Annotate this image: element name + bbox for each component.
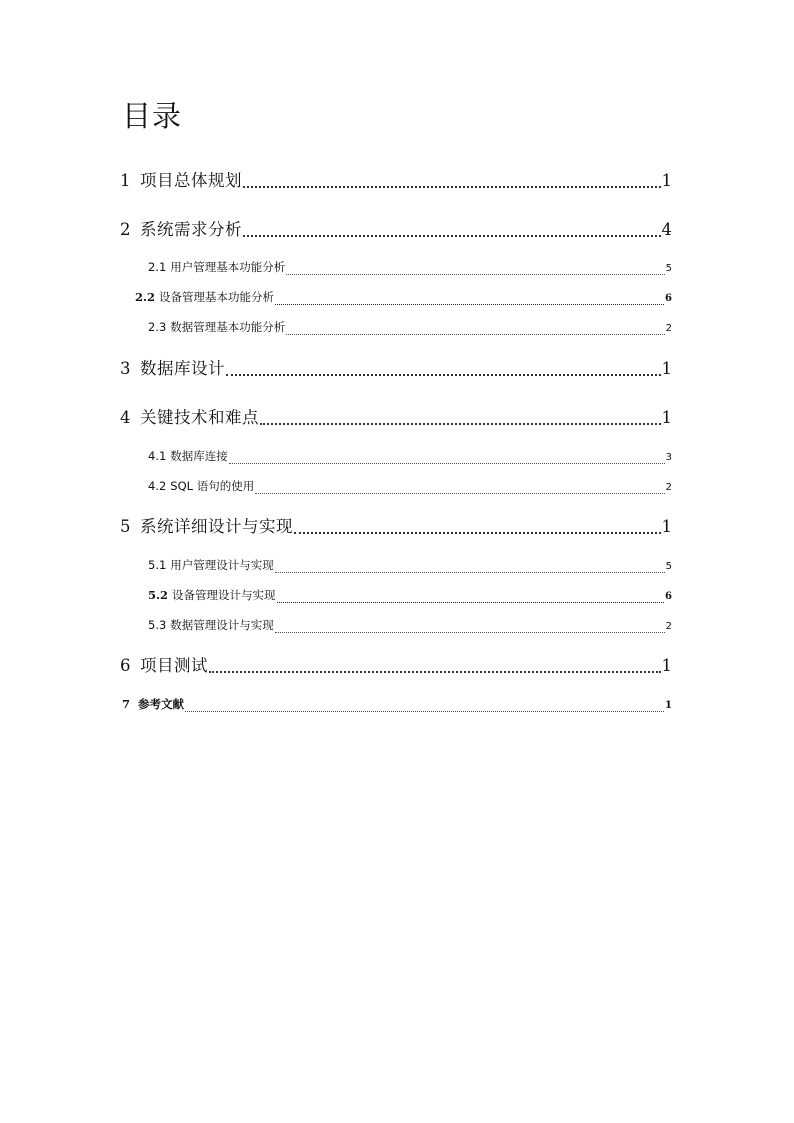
toc-entry-number: 2.3	[148, 320, 167, 334]
toc-entry-4-2[interactable]	[148, 477, 672, 497]
toc-leader-dots	[286, 274, 664, 275]
toc-entry-1[interactable]	[120, 169, 672, 193]
toc-leader-dots	[275, 572, 665, 573]
toc-entry-page: 1	[661, 656, 672, 675]
toc-entry-number: 2.2	[135, 290, 156, 304]
toc-leader-dots	[260, 423, 661, 425]
toc-entry-title: 参考文献	[138, 697, 185, 711]
toc-entry-number: 4	[120, 408, 131, 427]
toc-leader-dots	[243, 186, 661, 188]
toc-entry-title: 数据库设计	[140, 359, 225, 378]
toc-leader-dots	[286, 334, 664, 335]
toc-entry-number: 5.3	[148, 618, 167, 632]
toc-leader-dots	[255, 493, 664, 494]
toc-entry-title: 数据库连接	[170, 449, 228, 463]
toc-entry-title: 设备管理设计与实现	[172, 588, 276, 602]
toc-entry-title: 系统需求分析	[140, 220, 242, 239]
toc-entry-page: 6	[665, 293, 672, 304]
toc-entry-number: 5.1	[148, 558, 167, 572]
toc-entry-number: 1	[120, 171, 131, 190]
toc-leader-dots	[277, 602, 665, 603]
toc-entry-3[interactable]	[120, 357, 672, 381]
toc-entry-page: 2	[665, 621, 672, 632]
toc-entry-page: 3	[665, 452, 672, 463]
toc-entry-7[interactable]	[122, 695, 672, 715]
toc-entry-page: 5	[665, 561, 672, 572]
toc-entry-title: 系统详细设计与实现	[140, 517, 293, 536]
toc-entry-5[interactable]	[120, 515, 672, 539]
toc-leader-dots	[294, 532, 661, 534]
toc-entry-page: 2	[665, 323, 672, 334]
toc-entry-number: 6	[120, 656, 131, 675]
toc-entry-page: 1	[661, 359, 672, 378]
toc-entry-number: 4.1	[148, 449, 167, 463]
toc-entry-5-3[interactable]	[148, 616, 672, 636]
toc-entry-number: 5.2	[148, 588, 169, 602]
toc-entry-page: 1	[661, 408, 672, 427]
toc-leader-dots	[226, 374, 661, 376]
toc-leader-dots	[275, 304, 664, 305]
toc-entry-page: 1	[661, 171, 672, 190]
toc-entry-title: 用户管理设计与实现	[170, 558, 274, 572]
toc-leader-dots	[243, 235, 661, 237]
toc-entry-number: 2.1	[148, 260, 167, 274]
toc-entry-2-1[interactable]	[148, 258, 672, 278]
toc-title: 目录	[122, 99, 183, 133]
toc-leader-dots	[229, 463, 665, 464]
toc-entry-number: 3	[120, 359, 131, 378]
toc-entry-title: 设备管理基本功能分析	[159, 290, 275, 304]
toc-entry-6[interactable]	[120, 654, 672, 678]
toc-leader-dots	[275, 632, 665, 633]
toc-entry-page: 4	[661, 220, 672, 239]
toc-leader-dots	[185, 711, 664, 712]
toc-entry-number: 2	[120, 220, 131, 239]
toc-entry-title: 项目测试	[140, 656, 208, 675]
toc-entry-title: 数据管理设计与实现	[170, 618, 274, 632]
toc-entry-title: SQL 语句的使用	[170, 479, 255, 493]
toc-entry-page: 1	[665, 700, 672, 711]
toc-entry-page: 5	[665, 263, 672, 274]
toc-entry-2-2[interactable]	[135, 288, 672, 308]
toc-entry-number: 4.2	[148, 479, 167, 493]
toc-entry-title: 关键技术和难点	[140, 408, 259, 427]
toc-entry-2-3[interactable]	[148, 318, 672, 338]
toc-entry-title: 用户管理基本功能分析	[170, 260, 286, 274]
toc-entry-number: 7	[122, 697, 131, 711]
toc-entry-title: 项目总体规划	[140, 171, 242, 190]
toc-entry-5-1[interactable]	[148, 556, 672, 576]
toc-entry-page: 1	[661, 517, 672, 536]
toc-entry-title: 数据管理基本功能分析	[170, 320, 286, 334]
toc-entry-5-2[interactable]	[148, 586, 672, 606]
toc-entry-2[interactable]	[120, 218, 672, 242]
toc-entry-4-1[interactable]	[148, 447, 672, 467]
toc-leader-dots	[209, 671, 661, 673]
toc-entry-page: 2	[665, 482, 672, 493]
toc-entry-4[interactable]	[120, 406, 672, 430]
toc-entry-page: 6	[665, 591, 672, 602]
toc-entry-number: 5	[120, 517, 131, 536]
